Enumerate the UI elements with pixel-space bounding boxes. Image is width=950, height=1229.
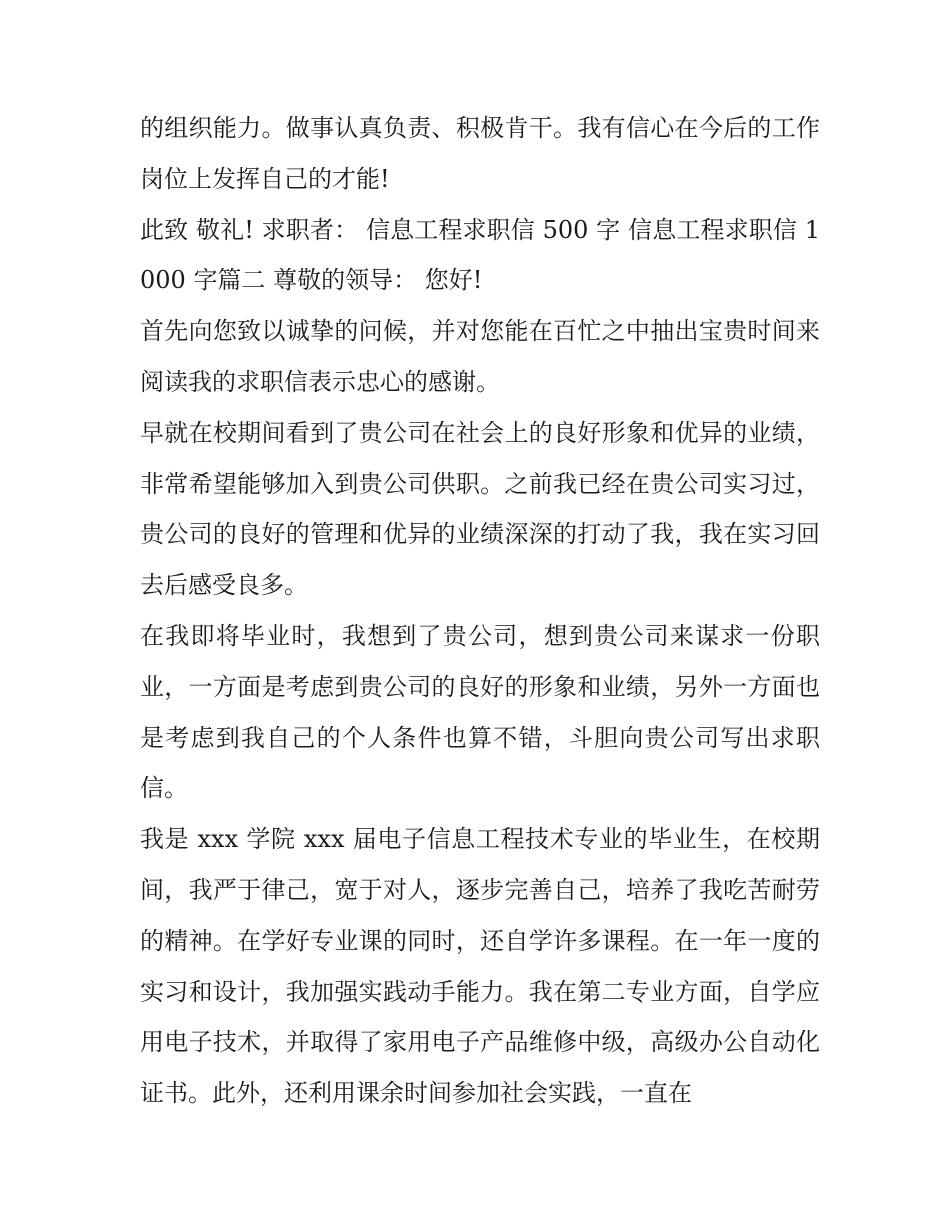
paragraph-4: 早就在校期间看到了贵公司在社会上的良好形象和优异的业绩，非常希望能够加入到贵公司供职。之前我已经在贵公司实习过，贵公司的良好的管理和优异的业绩深深的打动了我，我在实习回去后感受良多。 [140,418,820,600]
paragraph-6: 我是 xxx 学院 xxx 届电子信息工程技术专业的毕业生，在校期间，我严于律己，宽于对人，逐步完善自己，培养了我吃苦耐劳的精神。在学好专业课的同时，还自学许多课程。在一年一度的实习和设计，我加强实践动手能力。我在第二专业方面，自学应用电子技术，并取得了家用电子产品维修中级，高级办公自动化证书。此外，还利用课余时间参加社会实践，一直在 [140,825,820,1108]
paragraph-5: 在我即将毕业时，我想到了贵公司，想到贵公司来谋求一份职业，一方面是考虑到贵公司的良好的形象和业绩，另外一方面也是考虑到我自己的个人条件也算不错，斗胆向贵公司写出求职信。 [140,621,820,803]
paragraph-2: 此致 敬礼! 求职者： 信息工程求职信 500 字 信息工程求职信 1000 字篇二 尊敬的领导： 您好! [140,215,820,295]
document-body [140,103,820,1119]
paragraph-1: 的组织能力。做事认真负责、积极肯干。我有信心在今后的工作岗位上发挥自己的才能! [140,114,820,193]
paragraph-3: 首先向您致以诚挚的问候，并对您能在百忙之中抽出宝贵时间来阅读我的求职信表示忠心的感谢。 [140,317,820,396]
